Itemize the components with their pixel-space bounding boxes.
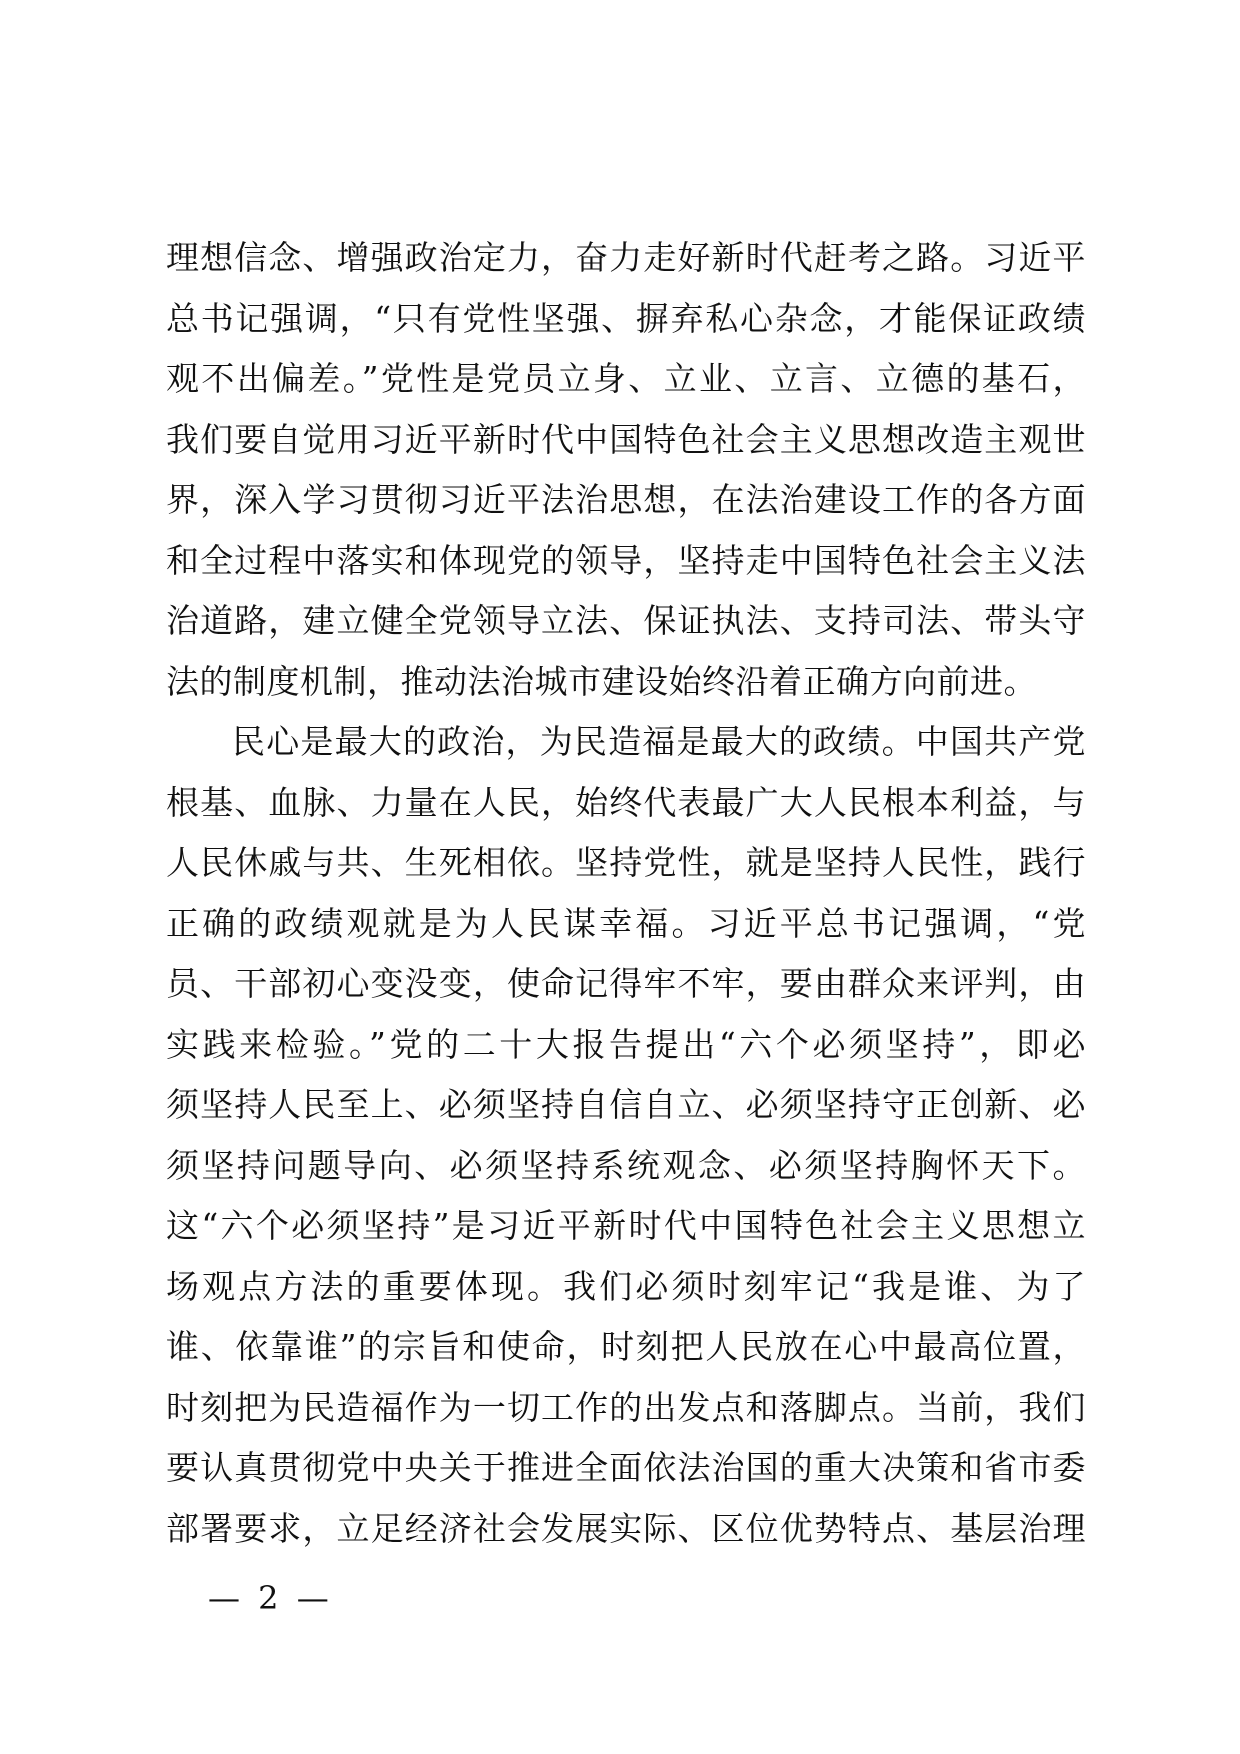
text-line: 人民休戚与共、生死相依。坚持党性，就是坚持人民性，践行: [166, 843, 1086, 882]
text-line: 治道路，建立健全党领导立法、保证执法、支持司法、带头守: [166, 601, 1086, 640]
document-body: [166, 228, 1086, 1559]
text-line: 员、干部初心变没变，使命记得牢不牢，要由群众来评判，由: [166, 964, 1086, 1003]
text-line: 场观点方法的重要体现。我们必须时刻牢记“我是谁、为了: [166, 1266, 1086, 1306]
text-line: 实践来检验。”党的二十大报告提出“六个必须坚持”，即必: [166, 1024, 1086, 1064]
text-line: 观不出偏差。”党性是党员立身、立业、立言、立德的基石，: [166, 359, 1086, 398]
text-line: 和全过程中落实和体现党的领导，坚持走中国特色社会主义法: [166, 540, 1086, 580]
text-line: 法的制度机制，推动法治城市建设始终沿着正确方向前进。: [166, 661, 1037, 701]
text-line: 部署要求，立足经济社会发展实际、区位优势特点、基层治理: [166, 1508, 1086, 1548]
text-line: 理想信念、增强政治定力，奋力走好新时代赶考之路。习近平: [166, 238, 1086, 277]
text-line: 我们要自觉用习近平新时代中国特色社会主义思想改造主观世: [166, 419, 1086, 459]
text-line: 正确的政绩观就是为人民谋幸福。习近平总书记强调，“党: [166, 903, 1086, 943]
text-line: 界，深入学习贯彻习近平法治思想，在法治建设工作的各方面: [166, 480, 1086, 519]
text-line: 须坚持问题导向、必须坚持系统观念、必须坚持胸怀天下。: [166, 1145, 1086, 1185]
text-line: 须坚持人民至上、必须坚持自信自立、必须坚持守正创新、必: [166, 1085, 1086, 1124]
text-line: 根基、血脉、力量在人民，始终代表最广大人民根本利益，与: [166, 782, 1086, 822]
text-line: 这“六个必须坚持”是习近平新时代中国特色社会主义思想立: [166, 1206, 1086, 1245]
page-number: — 2 —: [208, 1579, 333, 1617]
text-line: 时刻把为民造福作为一切工作的出发点和落脚点。当前，我们: [166, 1387, 1086, 1427]
text-line: 民心是最大的政治，为民造福是最大的政绩。中国共产党: [232, 722, 1086, 761]
text-line: 谁、依靠谁”的宗旨和使命，时刻把人民放在心中最高位置，: [166, 1327, 1086, 1366]
text-line: 要认真贯彻党中央关于推进全面依法治国的重大决策和省市委: [166, 1448, 1086, 1487]
text-line: 总书记强调，“只有党性坚强、摒弃私心杂念，才能保证政绩: [166, 298, 1086, 338]
